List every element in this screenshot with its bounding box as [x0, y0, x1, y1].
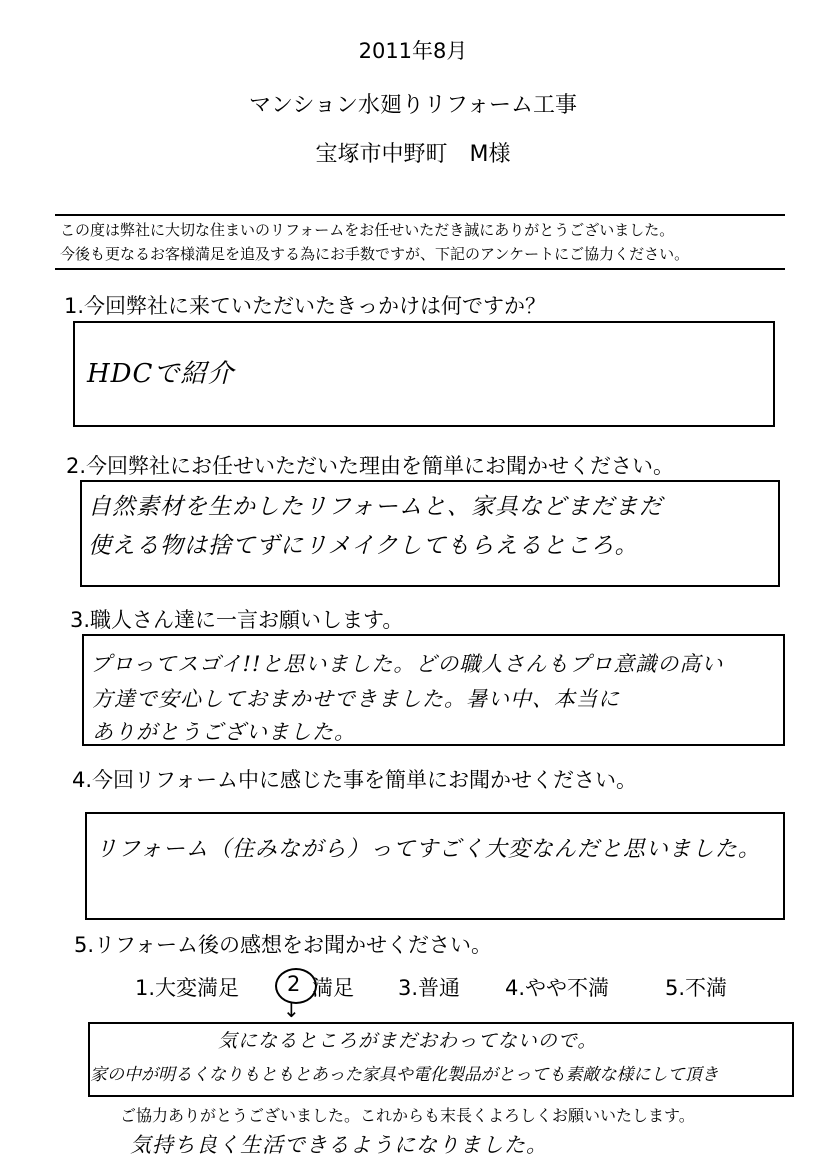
answer-5-line-1: 気になるところがまだおわってないので。: [218, 1030, 598, 1052]
answer-5-line-2: 家の中が明るくなりもともとあった家具や電化製品がとっても素敵な様にして頂き: [90, 1065, 719, 1085]
answer-3-box: [82, 634, 785, 746]
question-2-label: 2.今回弊社にお任せいただいた理由を簡単にお聞かせください。: [66, 454, 675, 478]
answer-1-line-1: HDCで紹介: [87, 359, 235, 389]
answer-4-box: [85, 812, 785, 920]
intro-top-rule: [55, 214, 785, 216]
intro-line-1: この度は弊社に大切な住まいのリフォームをお任せいただき誠にありがとうございました。: [60, 221, 675, 239]
answer-1-box: [73, 321, 775, 427]
rating-option-4: 4.やや不満: [505, 976, 610, 1000]
rating-option-5: 5.不満: [665, 976, 728, 1000]
answer-5-line-3: 気持ち良く生活できるようになりました。: [130, 1133, 548, 1157]
intro-bottom-rule: [55, 268, 785, 270]
survey-title: マンション水廻りリフォーム工事: [249, 93, 577, 118]
rating-option-1: 1.大変満足: [135, 976, 240, 1000]
question-3-label: 3.職人さん達に一言お願いします。: [70, 608, 404, 632]
customer-name: 宝塚市中野町 M様: [315, 142, 511, 167]
answer-2-line-2: 使える物は捨てずにリメイクしてもらえるところ。: [88, 533, 639, 559]
answer-4-line-1: リフォーム（住みながら）ってすごく大変なんだと思いました。: [95, 837, 761, 862]
question-4-label: 4.今回リフォーム中に感じた事を簡単にお聞かせください。: [72, 768, 637, 792]
answer-2-line-1: 自然素材を生かしたリフォームと、家具などまだまだ: [88, 494, 663, 520]
answer-5-box: [88, 1022, 794, 1097]
question-1-label: 1.今回弊社に来ていただいたきっかけは何ですか？: [64, 294, 547, 318]
answer-3-line-2: 方達で安心しておまかせできました。暑い中、本当に: [92, 687, 620, 711]
rating-option-2-label: 満足: [312, 976, 354, 1000]
answer-3-line-1: プロってスゴイ!!と思いました。どの職人さんもプロ意識の高い: [90, 652, 724, 676]
answer-3-line-3: ありがとうございました。: [92, 720, 356, 744]
question-5-label: 5.リフォーム後の感想をお聞かせください。: [74, 933, 492, 957]
answer-2-box: [80, 480, 780, 587]
closing-text: ご協力ありがとうございました。これからも末長くよろしくお願いいたします。: [120, 1106, 695, 1125]
rating-option-2-number: 2: [287, 972, 301, 996]
survey-date: 2011年8月: [358, 39, 468, 63]
intro-line-2: 今後も更なるお客様満足を追及する為にお手数ですが、下記のアンケートにご協力ください。: [60, 245, 690, 263]
down-arrow-icon: ↓: [283, 998, 300, 1022]
intro-text: [60, 218, 780, 266]
rating-option-3: 3.普通: [398, 976, 461, 1000]
